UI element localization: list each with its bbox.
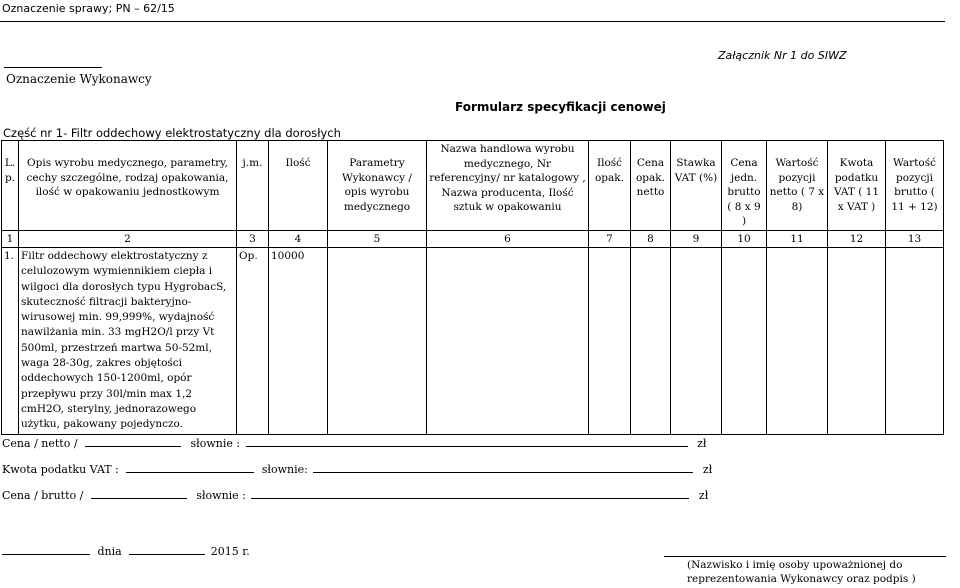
signature-note-1: (Nazwisko i imię osoby upoważnionej do bbox=[687, 559, 903, 571]
row-vat-amount-cell[interactable] bbox=[828, 248, 886, 435]
column-number: 7 bbox=[589, 230, 631, 248]
row-description: Filtr oddechowy elektrostatyczny z celulozowym wymiennikiem ciepła i wilgoci dla dorosłych typu HygrobacS, skuteczność filtracji bakteryjno-wirusowej min. 99,999%, wydajność nawilżania min. 33 mgH2O/l przy Vt 500ml, przestrzeń martwa 50-52ml, waga 28-30g, zakres objętości oddechowych 150-1200ml, opór przepływu przy 30l/min max 1,2 cmH2O, sterylny, jednorazowego użytku, pakowany pojedynczo. bbox=[19, 248, 237, 435]
vat-amount-line bbox=[2, 463, 712, 476]
net-words-label: słownie : bbox=[190, 437, 241, 450]
row-lp: 1. bbox=[2, 248, 19, 435]
net-price-line bbox=[2, 437, 706, 450]
row-gross-value-cell[interactable] bbox=[886, 248, 944, 435]
col-header-unit-gross: Cena jedn. brutto ( 8 x 9 ) bbox=[722, 141, 767, 231]
column-number-row bbox=[2, 230, 944, 248]
row-net-value-cell[interactable] bbox=[767, 248, 828, 435]
date-line bbox=[2, 545, 250, 558]
signature-line[interactable] bbox=[664, 556, 946, 557]
col-header-description: Opis wyrobu medycznego, parametry, cechy szczególne, rodzaj opakowania, ilość w opakowaniu jednostkowym bbox=[19, 141, 237, 231]
column-number: 12 bbox=[828, 230, 886, 248]
col-header-packages: Ilość opak. bbox=[589, 141, 631, 231]
col-header-net-value: Wartość pozycji netto ( 7 x 8) bbox=[767, 141, 828, 231]
net-words-field[interactable] bbox=[246, 446, 688, 447]
col-header-vat-rate: Stawka VAT (%) bbox=[671, 141, 722, 231]
part-title: Część nr 1- Filtr oddechowy elektrostatyczny dla dorosłych bbox=[3, 126, 341, 140]
col-header-quantity: Ilość bbox=[269, 141, 328, 231]
table-header-row bbox=[2, 141, 944, 231]
col-header-package-price: Cena opak. netto bbox=[631, 141, 671, 231]
signature-note-2: reprezentowania Wykonawcy oraz podpis ) bbox=[687, 573, 916, 585]
case-label: Oznaczenie sprawy; PN – 62/15 bbox=[2, 2, 175, 15]
gross-currency: zł bbox=[698, 489, 709, 502]
row-package-price-cell[interactable] bbox=[631, 248, 671, 435]
gross-price-label: Cena / brutto / bbox=[2, 489, 84, 502]
column-number: 1 bbox=[2, 230, 19, 248]
row-vat-rate-cell[interactable] bbox=[671, 248, 722, 435]
date-field[interactable] bbox=[129, 554, 205, 555]
place-field[interactable] bbox=[2, 554, 90, 555]
column-number: 6 bbox=[427, 230, 589, 248]
row-trade-name-cell[interactable] bbox=[427, 248, 589, 435]
column-number: 9 bbox=[671, 230, 722, 248]
vat-words-field[interactable] bbox=[313, 472, 693, 473]
date-label: dnia bbox=[97, 545, 122, 558]
column-number: 11 bbox=[767, 230, 828, 248]
column-number: 3 bbox=[237, 230, 269, 248]
contractor-label: Oznaczenie Wykonawcy bbox=[6, 72, 152, 86]
col-header-unit: j.m. bbox=[237, 141, 269, 231]
col-header-contractor-params: Parametry Wykonawcy / opis wyrobu medycznego bbox=[328, 141, 427, 231]
vat-amount-label: Kwota podatku VAT : bbox=[2, 463, 119, 476]
column-number: 10 bbox=[722, 230, 767, 248]
col-header-lp: L. p. bbox=[2, 141, 19, 231]
header-divider bbox=[0, 21, 945, 22]
gross-price-field[interactable] bbox=[91, 498, 187, 499]
column-number: 5 bbox=[328, 230, 427, 248]
col-header-gross-value: Wartość pozycji brutto ( 11 + 12) bbox=[886, 141, 944, 231]
column-number: 4 bbox=[269, 230, 328, 248]
column-number: 13 bbox=[886, 230, 944, 248]
row-contractor-params-cell[interactable] bbox=[328, 248, 427, 435]
gross-words-field[interactable] bbox=[251, 498, 689, 499]
row-packages-cell[interactable] bbox=[589, 248, 631, 435]
row-unit: Op. bbox=[237, 248, 269, 435]
vat-amount-field[interactable] bbox=[126, 472, 254, 473]
vat-words-label: słownie: bbox=[261, 463, 308, 476]
gross-price-line bbox=[2, 489, 708, 502]
form-title: Formularz specyfikacji cenowej bbox=[455, 100, 666, 114]
row-unit-gross-cell[interactable] bbox=[722, 248, 767, 435]
vat-currency: zł bbox=[702, 463, 713, 476]
date-year: 2015 r. bbox=[210, 545, 250, 558]
net-price-label: Cena / netto / bbox=[2, 437, 78, 450]
table-row bbox=[2, 248, 944, 435]
net-currency: zł bbox=[697, 437, 707, 450]
contractor-line bbox=[4, 67, 102, 68]
column-number: 2 bbox=[19, 230, 237, 248]
price-specification-table bbox=[1, 140, 944, 435]
col-header-trade-name: Nazwa handlowa wyrobu medycznego, Nr referencyjny/ nr katalogowy , Nazwa producenta, Ilość sztuk w opakowaniu bbox=[427, 141, 589, 231]
column-number: 8 bbox=[631, 230, 671, 248]
row-quantity: 10000 bbox=[269, 248, 328, 435]
attachment-label: Załącznik Nr 1 do SIWZ bbox=[718, 49, 847, 62]
col-header-vat-amount: Kwota podatku VAT ( 11 x VAT ) bbox=[828, 141, 886, 231]
net-price-field[interactable] bbox=[85, 446, 181, 447]
gross-words-label: słownie : bbox=[196, 489, 246, 502]
